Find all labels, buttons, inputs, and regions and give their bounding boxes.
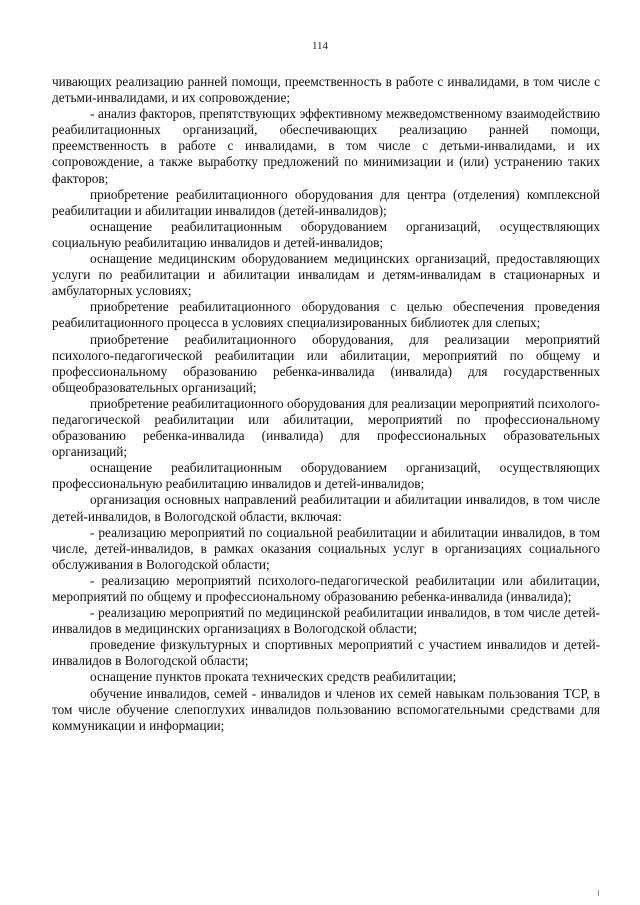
paragraph: - реализацию мероприятий психолого-педагогической реабилитации или абилитации, мероприятий по общему и профессиональному образованию ребенка-инвалида (инвалида); (52, 572, 600, 604)
paragraph: приобретение реабилитационного оборудования для центра (отделения) комплексной реабилитации и абилитации инвалидов (детей-инвалидов); (52, 186, 600, 218)
paragraph: обучение инвалидов, семей - инвалидов и членов их семей навыкам пользования ТСР, в том числе обучение слепоглухих инвалидов пользованию вспомогательными средствами для коммуникации и информации; (52, 685, 600, 733)
paragraph: - реализацию мероприятий по медицинской реабилитации инвалидов, в том числе детей-инвалидов в медицинских организациях в Вологодской области; (52, 605, 600, 637)
paragraph: оснащение реабилитационным оборудованием организаций, осуществляющих социальную реабилитацию инвалидов и детей-инвалидов; (52, 218, 600, 250)
paragraph: - реализацию мероприятий по социальной реабилитации и абилитации инвалидов, в том числе, детей-инвалидов, в рамках оказания социальных услуг в организациях социального обслуживания в Вологодской области; (52, 524, 600, 572)
scan-mark (598, 890, 599, 896)
paragraph: приобретение реабилитационного оборудования с целью обеспечения проведения реабилитационного процесса в условиях специализированных библиотек для слепых; (52, 299, 600, 331)
body-text (52, 74, 600, 734)
paragraph: оснащение реабилитационным оборудованием организаций, осуществляющих профессиональную реабилитацию инвалидов и детей-инвалидов; (52, 460, 600, 492)
paragraph: организация основных направлений реабилитации и абилитации инвалидов, в том числе детей-инвалидов, в Вологодской области, включая: (52, 492, 600, 524)
paragraph: приобретение реабилитационного оборудования, для реализации мероприятий психолого-педагогической реабилитации или абилитации, мероприятий по общему и профессиональному образованию ребенка-инвалида (инвалида) для государственных общеобразовательных организаций; (52, 331, 600, 395)
paragraph: чивающих реализацию ранней помощи, преемственность в работе с инвалидами, в том числе с детьми-инвалидами, и их сопровождение; (52, 74, 600, 106)
paragraph: проведение физкультурных и спортивных мероприятий с участием инвалидов и детей-инвалидов в Вологодской области; (52, 637, 600, 669)
paragraph: - анализ факторов, препятствующих эффективному межведомственному взаимодействию реабилитационных организаций, обеспечивающих реализацию ранней помощи, преемственность в работе с инвалидами, в том числе с детьми-инвалидами, и их сопровождение, а также выработку предложений по минимизации и (или) устранению таких факторов; (52, 106, 600, 186)
paragraph: оснащение медицинским оборудованием медицинских организаций, предоставляющих услуги по реабилитации и абилитации инвалидам и детям-инвалидам в стационарных и амбулаторных условиях; (52, 251, 600, 299)
page-number: 114 (311, 40, 329, 52)
paragraph: оснащение пунктов проката технических средств реабилитации; (90, 669, 457, 685)
paragraph: приобретение реабилитационного оборудования для реализации мероприятий психолого-педагогической реабилитации или абилитации, мероприятий по профессиональному образованию ребенка-инвалида (инвалида) для профессиональных образовательных организаций; (52, 395, 600, 460)
